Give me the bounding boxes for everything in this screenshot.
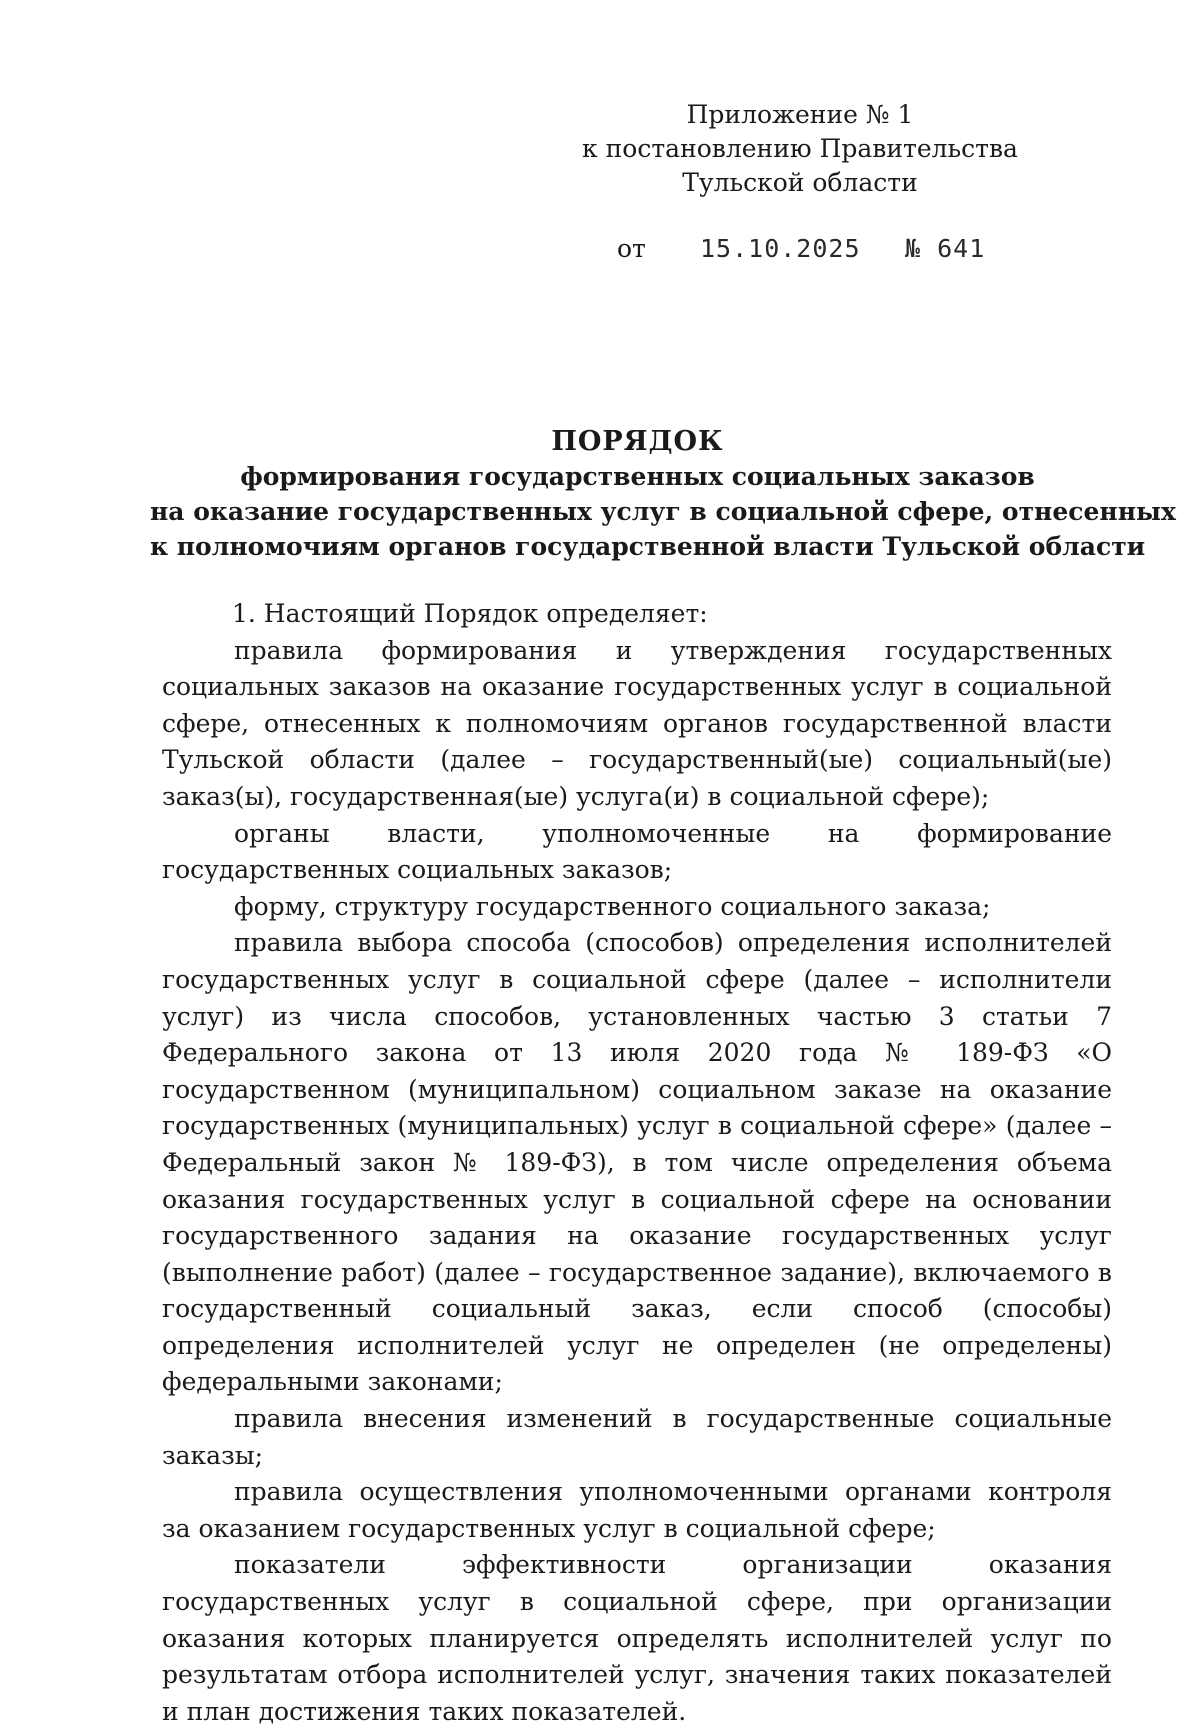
- title-line-1: формирования государственных социальных заказов: [240, 462, 1035, 491]
- paragraph-intro: 1. Настоящий Порядок определяет:: [232, 599, 708, 628]
- appendix-line-1: Приложение № 1: [686, 100, 914, 129]
- document-body: [162, 596, 1112, 1730]
- paragraph-form-structure: форму, структуру государственного социального заказа;: [234, 891, 991, 921]
- decree-date: 15.10.2025: [700, 234, 861, 263]
- paragraph-amendment-rules: правила внесения изменений в государственные социальные заказы;: [162, 1404, 1112, 1470]
- title-line-2: на оказание государственных услуг в социальной сфере, отнесенных: [150, 497, 1176, 526]
- paragraph-efficiency-indicators: показатели эффективности организации оказания государственных услуг в социальной сфере, при организации оказания которых планируется определять исполнителей услуг по результатам отбора исполнителей услуг, значения таких показателей и план достижения таких показателей.: [162, 1550, 1112, 1726]
- title-line-3: к полномочиям органов государственной власти Тульской области: [150, 532, 1146, 561]
- document-title-block: [150, 424, 1176, 564]
- appendix-header: [560, 98, 1040, 200]
- appendix-line-2: к постановлению Правительства: [582, 134, 1018, 163]
- paragraph-selection-rules: правила выбора способа (способов) определения исполнителей государственных услуг в социальной сфере (далее – исполнители услуг) из числа способов, установленных частью 3 статьи 7 Федерального закона от 13 июля 2020 года № 189-ФЗ «О государственном (муниципальном) социальном заказе на оказание государственных (муниципальных) услуг в социальной сфере» (далее – Федеральный закон № 189-ФЗ), в том числе определения объема оказания государственных услуг в социальной сфере на основании государственного задания на оказание государственных услуг (выполнение работ) (далее – государственное задание), включаемого в государственный социальный заказ, если способ (способы) определения исполнителей услуг не определен (не определены) федеральными законами;: [162, 928, 1112, 1397]
- document-title: ПОРЯДОК: [551, 426, 724, 457]
- appendix-line-3: Тульской области: [682, 168, 918, 197]
- decree-number: № 641: [905, 234, 986, 263]
- paragraph-authorities: органы власти, уполномоченные на формирование государственных социальных заказов;: [162, 818, 1112, 885]
- paragraph-control-rules: правила осуществления уполномоченными органами контроля за оказанием государственных услуг в социальной сфере;: [162, 1477, 1112, 1543]
- dateline-prefix: от: [617, 234, 646, 263]
- paragraph-rules-formation: правила формирования и утверждения государственных социальных заказов на оказание государственных услуг в социальной сфере, отнесенных к полномочиям органов государственной власти Тульской области (далее – государственный(ые) социальный(ые) заказ(ы), государственная(ые) услуга(и) в социальной сфере);: [162, 635, 1112, 811]
